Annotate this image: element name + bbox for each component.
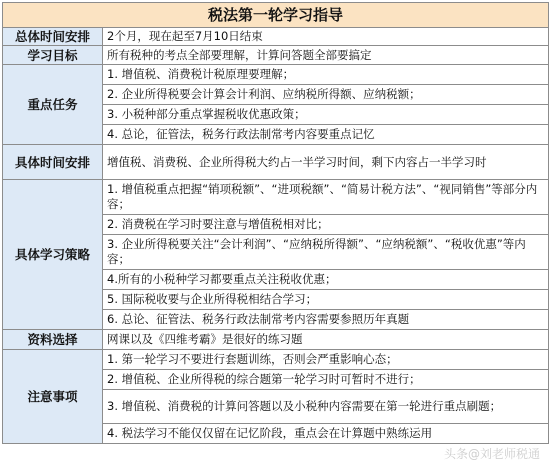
key-task-item: 2. 企业所得税要会计算会计利润、应纳税所得额、应纳税额；	[103, 85, 549, 105]
note-item: 1. 第一轮学习不要进行套题训练，否则会严重影响心态；	[103, 350, 549, 370]
label-materials: 资料选择	[3, 330, 103, 350]
row-note-1	[3, 350, 549, 370]
row-schedule-detail	[3, 145, 549, 180]
note-item: 4. 税法学习不能仅仅留在记忆阶段，重点会在计算题中熟练运用	[103, 424, 549, 444]
title-row	[3, 3, 549, 28]
row-goal	[3, 46, 549, 65]
note-item: 3. 增值税、消费税的计算问答题以及小税种内容需要在第一轮进行重点刷题；	[103, 390, 549, 424]
strategy-item: 3. 企业所得税要关注“会计利润”、“应纳税所得额”、“应纳税额”、“税收优惠”等内容；	[103, 235, 549, 270]
key-task-item: 1. 增值税、消费税计税原理要理解；	[103, 65, 549, 85]
key-task-item: 3. 小税种部分重点掌握税收优惠政策；	[103, 105, 549, 125]
label-notes: 注意事项	[3, 350, 103, 444]
row-materials	[3, 330, 549, 350]
label-key-tasks: 重点任务	[3, 65, 103, 145]
label-schedule-detail: 具体时间安排	[3, 145, 103, 180]
strategy-item: 2. 消费税在学习时要注意与增值税相对比；	[103, 215, 549, 235]
label-goal: 学习目标	[3, 46, 103, 65]
label-schedule-total: 总体时间安排	[3, 28, 103, 46]
strategy-item: 5. 国际税收要与企业所得税相结合学习；	[103, 290, 549, 310]
row-strategy-1	[3, 180, 549, 215]
row-schedule-total	[3, 28, 549, 46]
key-task-item: 4. 总论，征管法，税务行政法制常考内容要重点记忆	[103, 125, 549, 145]
row-key-task-1	[3, 65, 549, 85]
strategy-item: 6. 总论、征管法、税务行政法制常考内容需要参照历年真题	[103, 310, 549, 330]
text-goal: 所有税种的考点全部要理解，计算问答题全部要搞定	[103, 46, 549, 65]
text-schedule-total: 2个月，现在起至7月10日结束	[103, 28, 549, 46]
study-guide-table	[2, 2, 549, 444]
strategy-item: 4.所有的小税种学习都要重点关注税收优惠；	[103, 270, 549, 290]
label-strategy: 具体学习策略	[3, 180, 103, 330]
watermark: 头条@刘老师税通	[443, 447, 540, 461]
note-item: 2. 增值税、企业所得税的综合题第一轮学习时可暂时不进行；	[103, 370, 549, 390]
text-schedule-detail: 增值税、消费税、企业所得税大约占一半学习时间，剩下内容占一半学习时	[103, 145, 549, 180]
study-guide-sheet	[2, 2, 548, 466]
strategy-item: 1. 增值税重点把握“销项税额”、“进项税额”、“简易计税方法”、“视同销售”等部分内容；	[103, 180, 549, 215]
table-title: 税法第一轮学习指导	[3, 3, 549, 28]
text-materials: 网课以及《四维考霸》是很好的练习题	[103, 330, 549, 350]
